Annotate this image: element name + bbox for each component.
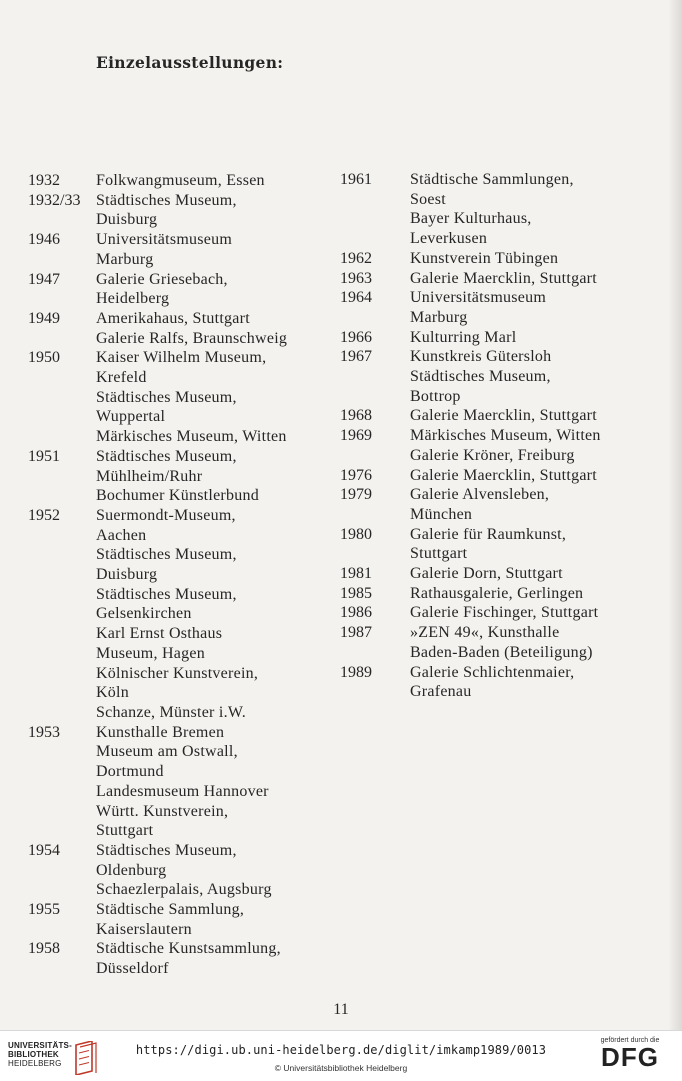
exhibition-venue-line: Marburg — [96, 250, 154, 268]
exhibition-entry — [340, 603, 670, 623]
exhibition-year: 1961 — [340, 171, 372, 188]
exhibition-venue-line: Universitätsmuseum — [410, 289, 547, 307]
exhibition-venues — [410, 663, 670, 702]
exhibition-venue-line: Kaiserslautern — [96, 920, 192, 938]
exhibition-venues — [410, 347, 670, 406]
exhibition-venue-line: Städtisches Museum, — [96, 585, 237, 603]
exhibition-year: 1976 — [340, 466, 372, 484]
exhibition-year: 1963 — [340, 269, 372, 287]
exhibition-venue-line: Amerikahaus, Stuttgart — [96, 309, 250, 327]
page-edge-shadow — [668, 0, 682, 1030]
exhibition-venue-line: Galerie Griesebach, — [96, 270, 228, 288]
exhibition-venue-line: Stuttgart — [96, 822, 154, 840]
exhibition-venue-line: Galerie Maercklin, Stuttgart — [410, 407, 597, 425]
exhibition-entry — [340, 485, 670, 524]
exhibition-venues — [96, 841, 328, 900]
exhibition-venue-line: Märkisches Museum, Witten — [96, 428, 287, 446]
exhibition-venue-line: Württ. Kunstverein, — [96, 802, 229, 820]
exhibition-venues — [96, 270, 328, 309]
exhibition-venue-line: Kunsthalle Bremen — [96, 723, 225, 741]
exhibition-venues — [410, 525, 670, 564]
exhibition-venues — [410, 426, 670, 465]
exhibition-venues — [410, 466, 670, 486]
exhibition-year: 1955 — [28, 901, 60, 919]
exhibition-venues — [410, 170, 670, 249]
exhibition-venue-line: Duisburg — [96, 566, 158, 584]
exhibition-venues — [410, 584, 670, 604]
exhibition-venue-line: Galerie für Raumkunst, — [410, 525, 567, 543]
exhibition-entry — [340, 406, 670, 426]
exhibition-venue-line: Bottrop — [410, 387, 461, 405]
exhibition-entry — [28, 191, 328, 230]
exhibition-venues — [410, 564, 670, 584]
exhibition-year: 1989 — [340, 663, 372, 681]
exhibition-year: 1981 — [340, 565, 372, 583]
exhibition-venue-line: Gelsenkirchen — [96, 605, 192, 623]
exhibition-entry — [28, 939, 328, 978]
exhibition-venue-line: Krefeld — [96, 369, 147, 387]
exhibition-venue-line: Marburg — [410, 308, 468, 326]
exhibition-venue-line: Kölnischer Kunstverein, — [96, 664, 259, 682]
exhibition-year: 1964 — [340, 289, 372, 307]
exhibition-venues — [410, 603, 670, 623]
exhibition-venues — [96, 348, 328, 447]
library-name-line: HEIDELBERG — [8, 1059, 62, 1068]
exhibition-venue-line: Grafenau — [410, 683, 472, 701]
exhibition-venue-line: München — [410, 505, 473, 523]
exhibition-venue-line: Mühlheim/Ruhr — [96, 467, 203, 485]
exhibition-year: 1954 — [28, 841, 60, 859]
exhibition-year: 1987 — [340, 624, 372, 642]
exhibition-entry — [28, 348, 328, 447]
exhibition-entry — [28, 900, 328, 939]
exhibition-venue-line: Kunstkreis Gütersloh — [410, 348, 552, 366]
exhibition-venue-line: Leverkusen — [410, 230, 488, 248]
exhibition-year: 1950 — [28, 349, 60, 367]
permalink-url[interactable]: https://digi.ub.uni-heidelberg.de/diglit/imkamp1989/0013 — [135, 1043, 547, 1057]
exhibition-venue-line: Galerie Dorn, Stuttgart — [410, 565, 563, 583]
funder-caption: gefördert durch die — [600, 1037, 660, 1044]
exhibition-venue-line: Galerie Fischinger, Stuttgart — [410, 604, 599, 622]
exhibition-entry — [340, 584, 670, 604]
exhibition-list-right — [340, 170, 670, 702]
exhibition-year: 1932 — [28, 172, 60, 189]
exhibition-entry — [340, 288, 670, 327]
exhibition-venue-line: Dortmund — [96, 763, 164, 781]
exhibition-year: 1985 — [340, 584, 372, 602]
exhibition-list-left — [28, 171, 328, 979]
exhibition-entry — [28, 171, 328, 191]
exhibition-entry — [340, 249, 670, 269]
exhibition-venue-line: Museum am Ostwall, — [96, 743, 238, 761]
exhibition-venues — [96, 506, 328, 723]
exhibition-year: 1979 — [340, 486, 372, 504]
exhibition-year: 1951 — [28, 447, 60, 465]
exhibition-entry — [340, 663, 670, 702]
exhibition-entry — [28, 270, 328, 309]
exhibition-entry — [340, 328, 670, 348]
exhibition-venue-line: Köln — [96, 684, 129, 702]
exhibition-entry — [340, 170, 670, 249]
exhibition-venue-line: Bayer Kulturhaus, — [410, 210, 532, 228]
exhibition-venue-line: Düsseldorf — [96, 960, 169, 978]
exhibition-venue-line: Kunstverein Tübingen — [410, 249, 559, 267]
exhibition-venue-line: Baden-Baden (Beteiligung) — [410, 643, 593, 661]
exhibition-venues — [96, 447, 328, 506]
exhibition-entry — [340, 623, 670, 662]
exhibition-venues — [96, 171, 328, 191]
exhibition-venue-line: Städtisches Museum, — [96, 546, 237, 564]
exhibition-venue-line: Kulturring Marl — [410, 328, 517, 346]
exhibition-entry — [28, 309, 328, 348]
exhibition-venues — [410, 406, 670, 426]
exhibition-venue-line: Oldenburg — [96, 861, 167, 879]
exhibition-venue-line: Schaezlerpalais, Augsburg — [96, 881, 272, 899]
exhibition-venues — [96, 191, 328, 230]
exhibition-venue-line: Suermondt-Museum, — [96, 506, 236, 524]
exhibition-venue-line: Städtisches Museum, — [96, 191, 237, 209]
exhibition-venues — [96, 309, 328, 348]
exhibition-venue-line: Städtische Sammlung, — [96, 901, 245, 919]
exhibition-venues — [410, 288, 670, 327]
copyright-notice: © Universitätsbibliothek Heidelberg — [274, 1063, 408, 1073]
exhibition-year: 1966 — [340, 328, 372, 346]
exhibition-entry — [340, 466, 670, 486]
exhibition-venue-line: Galerie Kröner, Freiburg — [410, 446, 575, 464]
exhibition-venue-line: Märkisches Museum, Witten — [410, 427, 601, 445]
exhibition-venue-line: Galerie Maercklin, Stuttgart — [410, 269, 597, 287]
exhibition-venue-line: Museum, Hagen — [96, 644, 206, 662]
exhibition-venue-line: Stuttgart — [410, 545, 468, 563]
page-heading: Einzelausstellungen: — [96, 53, 284, 72]
page-number: 11 — [333, 1001, 349, 1018]
exhibition-venue-line: Schanze, Münster i.W. — [96, 703, 246, 721]
exhibition-venue-line: Städtisches Museum, — [96, 447, 237, 465]
exhibition-venues — [410, 328, 670, 348]
library-name-line: UNIVERSITÄTS- — [8, 1041, 72, 1050]
exhibition-venues — [410, 249, 670, 269]
exhibition-venue-line: »ZEN 49«, Kunsthalle — [410, 624, 560, 642]
exhibition-year: 1986 — [340, 604, 372, 622]
exhibition-venue-line: Städtische Sammlungen, — [410, 171, 574, 188]
funder-logo[interactable] — [590, 1037, 670, 1070]
exhibition-venues — [96, 939, 328, 978]
exhibition-entry — [28, 841, 328, 900]
dfg-logo-icon: DFG — [601, 1042, 659, 1072]
exhibition-venue-line: Soest — [410, 190, 446, 208]
exhibition-venue-line: Städtische Kunstsammlung, — [96, 940, 281, 958]
exhibition-year: 1958 — [28, 940, 60, 958]
exhibition-year: 1932/33 — [28, 191, 81, 209]
exhibition-entry — [340, 564, 670, 584]
exhibition-venues — [410, 623, 670, 662]
exhibition-entry — [340, 269, 670, 289]
exhibition-venue-line: Städtisches Museum, — [96, 388, 237, 406]
exhibition-venue-line: Galerie Ralfs, Braunschweig — [96, 329, 288, 347]
exhibition-venue-line: Heidelberg — [96, 290, 170, 308]
exhibition-year: 1946 — [28, 231, 60, 249]
exhibition-entry — [340, 525, 670, 564]
exhibition-venue-line: Aachen — [96, 526, 147, 544]
exhibition-year: 1952 — [28, 506, 60, 524]
exhibition-entry — [28, 723, 328, 841]
exhibition-entry — [28, 447, 328, 506]
exhibition-venue-line: Universitätsmuseum — [96, 231, 233, 249]
exhibition-venue-line: Folkwangmuseum, Essen — [96, 172, 265, 189]
exhibition-entry — [340, 347, 670, 406]
exhibition-venue-line: Karl Ernst Osthaus — [96, 625, 223, 643]
exhibition-venues — [96, 230, 328, 269]
exhibition-year: 1947 — [28, 270, 60, 288]
exhibition-year: 1967 — [340, 348, 372, 366]
exhibition-venue-line: Wuppertal — [96, 408, 166, 426]
exhibition-venues — [96, 723, 328, 841]
exhibition-venues — [410, 485, 670, 524]
exhibition-venue-line: Bochumer Künstlerbund — [96, 487, 259, 505]
exhibition-year: 1968 — [340, 407, 372, 425]
exhibition-entry — [340, 426, 670, 465]
exhibition-year: 1969 — [340, 427, 372, 445]
exhibition-year: 1980 — [340, 525, 372, 543]
exhibition-venue-line: Städtisches Museum, — [96, 841, 237, 859]
exhibition-venue-line: Rathausgalerie, Gerlingen — [410, 584, 584, 602]
exhibition-venue-line: Landesmuseum Hannover — [96, 782, 269, 800]
exhibition-entry — [28, 506, 328, 723]
exhibition-venue-line: Duisburg — [96, 211, 158, 229]
exhibition-year: 1953 — [28, 723, 60, 741]
exhibition-venue-line: Galerie Alvensleben, — [410, 486, 550, 504]
viewer-footer — [0, 1030, 682, 1081]
exhibition-entry — [28, 230, 328, 269]
exhibition-venue-line: Galerie Schlichtenmaier, — [410, 663, 575, 681]
exhibition-venues — [96, 900, 328, 939]
library-name-line: BIBLIOTHEK — [8, 1050, 59, 1059]
exhibition-year: 1949 — [28, 309, 60, 327]
exhibition-venue-line: Galerie Maercklin, Stuttgart — [410, 466, 597, 484]
exhibition-venue-line: Städtisches Museum, — [410, 368, 551, 386]
exhibition-venues — [410, 269, 670, 289]
exhibition-venue-line: Kaiser Wilhelm Museum, — [96, 349, 267, 367]
exhibition-year: 1962 — [340, 249, 372, 267]
